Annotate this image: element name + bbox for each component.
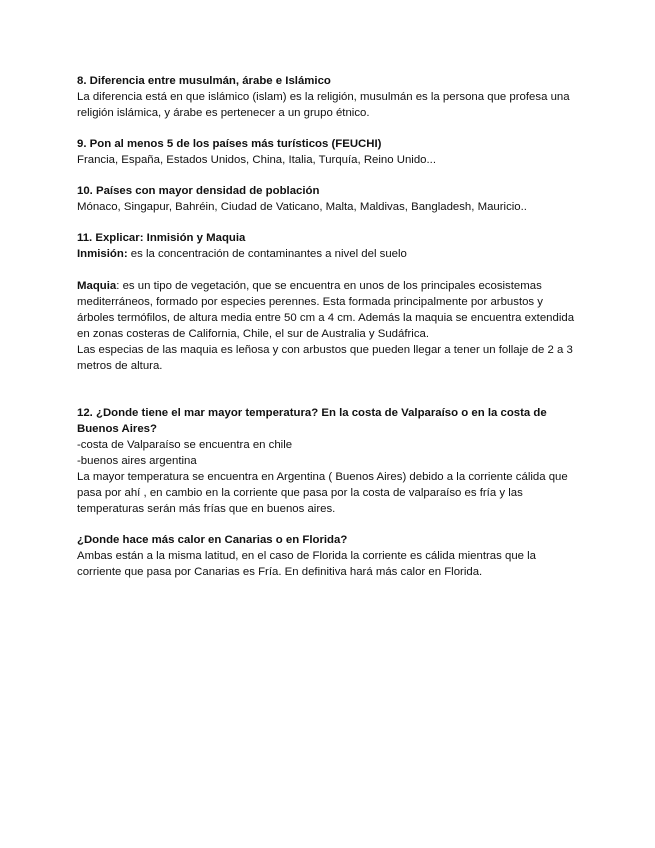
- section-12-title: 12. ¿Donde tiene el mar mayor temperatura? En la costa de Valparaíso o en la costa de Buenos Aires?: [77, 407, 547, 435]
- section-8-body: La diferencia está en que islámico (islam) es la religión, musulmán es la persona que profesa una religión islámica, y árabe es pertenecer a un grupo étnico.: [77, 91, 570, 119]
- section-9: [77, 136, 577, 168]
- maquia-term: Maquia: [77, 280, 117, 292]
- section-13-title: ¿Donde hace más calor en Canarias o en Florida?: [77, 534, 348, 546]
- section-8-title: 8. Diferencia entre musulmán, árabe e Islámico: [77, 75, 331, 87]
- inmision-definition: [77, 246, 577, 262]
- section-13-body: Ambas están a la misma latitud, en el caso de Florida la corriente es cálida mientras que la corriente que pasa por Canarias es Fría. En definitiva hará más calor en Florida.: [77, 550, 537, 578]
- spacer: [77, 262, 577, 278]
- section-12-body: La mayor temperatura se encuentra en Argentina ( Buenos Aires) debido a la corriente cálida que pasa por ahí , en cambio en la corriente que pasa por la costa de valparaíso es fría y las temperaturas serán más frías que en buenos aires.: [77, 471, 568, 515]
- section-9-body: Francia, España, Estados Unidos, China, Italia, Turquía, Reino Unido...: [77, 154, 436, 166]
- section-10-body: Mónaco, Singapur, Bahréin, Ciudad de Vaticano, Malta, Maldivas, Bangladesh, Mauricio..: [77, 201, 527, 213]
- spacer: [77, 389, 577, 405]
- section-10-title: 10. Países con mayor densidad de población: [77, 185, 320, 197]
- document-page: [77, 73, 577, 595]
- maquia-text: : es un tipo de vegetación, que se encuentra en unos de los principales ecosistemas mediterráneos, formado por especies perennes. Esta formada principalmente por arbustos y árboles termófilos, de altura media entre 50 cm a 4 cm. Además la maquia se encuentra extendida en zonas costeras de California, Chile, el sur de Australia y Sudáfrica.: [77, 280, 575, 340]
- section-10: [77, 183, 577, 215]
- section-13: [77, 532, 577, 580]
- maquia-extra: Las especias de las maquia es leñosa y con arbustos que pueden llegar a tener un follaje de 2 a 3 metros de altura.: [77, 344, 573, 372]
- inmision-term: Inmisión:: [77, 248, 128, 260]
- section-12-line-1: -costa de Valparaíso se encuentra en chile: [77, 439, 293, 451]
- section-11-title: 11. Explicar: Inmisión y Maquia: [77, 232, 246, 244]
- section-9-title: 9. Pon al menos 5 de los países más turísticos (FEUCHI): [77, 138, 382, 150]
- section-12: [77, 405, 577, 517]
- section-12-line-2: -buenos aires argentina: [77, 455, 197, 467]
- maquia-definition: [77, 278, 577, 342]
- section-8: [77, 73, 577, 121]
- inmision-text: es la concentración de contaminantes a nivel del suelo: [127, 248, 407, 260]
- section-11: [77, 230, 577, 374]
